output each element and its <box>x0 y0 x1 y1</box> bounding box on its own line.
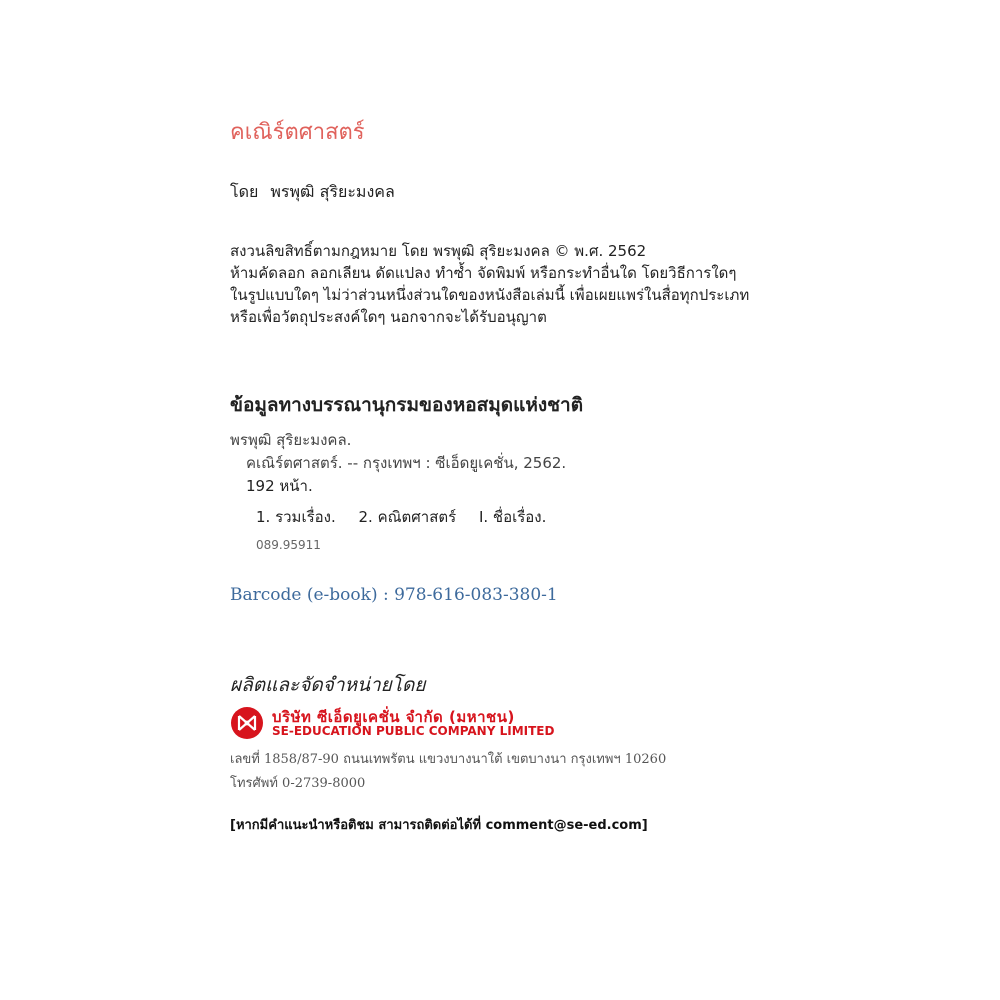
author-name: พรพุฒิ สุริยะมงคล <box>270 182 395 201</box>
copyright-line: ห้ามคัดลอก ลอกเลียน ดัดแปลง ทำซ้ำ จัดพิมพ์ หรือกระทำอื่นใด โดยวิธีการใดๆ <box>230 264 737 282</box>
company-name-thai: บริษัท ซีเอ็ดยูเคชั่น จำกัด (มหาชน) <box>272 708 515 726</box>
author-line <box>230 180 395 205</box>
copyright-line: หรือเพื่อวัตถุประสงค์ใดๆ นอกจากจะได้รับอนุญาต <box>230 308 547 326</box>
publisher-block <box>230 705 650 741</box>
by-label: โดย <box>230 182 259 201</box>
copyright-line: สงวนลิขสิทธิ์ตามกฎหมาย โดย พรพุฒิ สุริยะมงคล © พ.ศ. 2562 <box>230 242 647 260</box>
book-title: คเณิร์ตศาสตร์ <box>230 120 365 145</box>
copyright-page <box>230 0 950 1000</box>
copyright-notice <box>230 240 749 328</box>
cip-classification: 089.95911 <box>256 538 321 552</box>
cip-subject: 1. รวมเรื่อง. <box>256 508 336 526</box>
se-ed-logo-icon <box>230 706 264 740</box>
cip-subject: 2. คณิตศาสตร์ <box>358 508 457 526</box>
publisher-address: เลขที่ 1858/87-90 ถนนเทพรัตน แขวงบางนาใต้ เขตบางนา กรุงเทพฯ 10260 <box>230 752 667 767</box>
cip-subject: I. ชื่อเรื่อง. <box>478 508 547 526</box>
cip-pages: 192 หน้า. <box>246 477 313 495</box>
barcode-isbn: Barcode (e-book) : 978-616-083-380-1 <box>230 585 558 605</box>
cip-title-line: คเณิร์ตศาสตร์. -- กรุงเทพฯ : ซีเอ็ดยูเคชั่น, 2562. <box>246 454 567 472</box>
feedback-contact: [หากมีคำแนะนำหรือติชม สามารถติดต่อได้ที่ comment@se-ed.com] <box>230 818 648 833</box>
cip-heading: ข้อมูลทางบรรณานุกรมของหอสมุดแห่งชาติ <box>230 394 584 416</box>
publisher-phone: โทรศัพท์ 0-2739-8000 <box>230 776 366 791</box>
company-name-english: SE-EDUCATION PUBLIC COMPANY LIMITED <box>272 724 555 738</box>
copyright-line: ในรูปแบบใดๆ ไม่ว่าส่วนหนึ่งส่วนใดของหนังสือเล่มนี้ เพื่อเผยแพร่ในสื่อทุกประเภท <box>230 286 750 304</box>
cip-subjects <box>256 505 564 529</box>
publisher-heading: ผลิตและจัดจำหน่ายโดย <box>230 674 426 696</box>
cip-author: พรพุฒิ สุริยะมงคล. <box>230 431 352 449</box>
